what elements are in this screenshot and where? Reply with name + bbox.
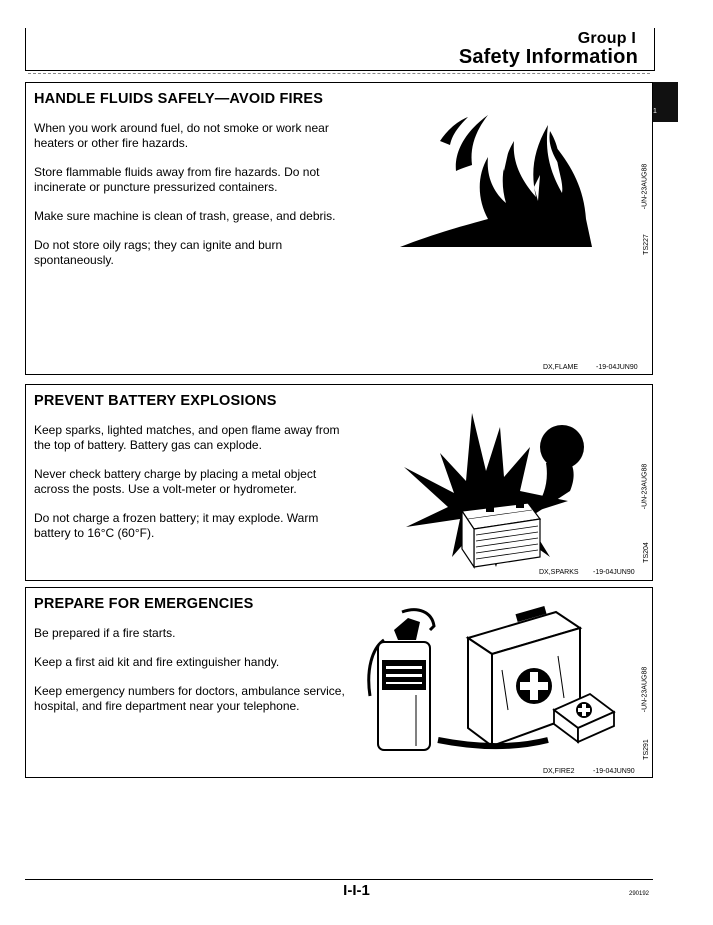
paragraph: Be prepared if a fire starts. <box>34 626 176 640</box>
section-fluids-safely <box>25 82 653 375</box>
header-frame <box>25 28 655 71</box>
page-number: I-I-1 <box>343 882 370 899</box>
footer-rule <box>25 879 653 880</box>
paragraph: When you work around fuel, do not smoke or work near heaters or other fire hazards. <box>34 121 329 150</box>
flame-illustration <box>396 101 596 251</box>
section-title: HANDLE FLUIDS SAFELY—AVOID FIRES <box>34 91 324 107</box>
battery-explosion-illustration <box>400 407 610 572</box>
paragraph: Do not store oily rags; they can ignite and burn spontaneously. <box>34 238 283 267</box>
image-code: TS204 <box>642 542 650 563</box>
doc-code: 290192 <box>629 891 650 897</box>
header-divider <box>28 73 650 74</box>
paragraph: Keep sparks, lighted matches, and open flame away from the top of battery. Battery gas can explode. <box>34 423 340 452</box>
image-date: -UN-23AUG88 <box>641 666 649 713</box>
image-date: -UN-23AUG88 <box>641 463 649 510</box>
image-code: TS291 <box>642 739 650 760</box>
section-title: PREPARE FOR EMERGENCIES <box>34 596 254 612</box>
footer-date: -19-04JUN90 <box>596 364 638 371</box>
image-code: TS227 <box>642 234 650 255</box>
tab-marker-label: 1 <box>653 108 657 115</box>
paragraph: Never check battery charge by placing a metal object across the posts. Use a volt-meter or hydrometer. <box>34 467 317 496</box>
paragraph: Keep emergency numbers for doctors, ambulance service, hospital, and fire department near your telephone. <box>34 684 345 713</box>
section-body <box>34 626 354 728</box>
page-title: Safety Information <box>458 46 638 68</box>
section-tab-marker <box>653 82 678 122</box>
paragraph: Keep a first aid kit and fire extinguisher handy. <box>34 655 280 669</box>
section-battery-explosions <box>25 384 653 581</box>
section-body <box>34 423 354 555</box>
footer-code: DX,FIRE2 <box>543 768 575 775</box>
paragraph: Make sure machine is clean of trash, grease, and debris. <box>34 209 336 223</box>
section-emergencies <box>25 587 653 778</box>
paragraph: Store flammable fluids away from fire hazards. Do not incinerate or puncture pressurized containers. <box>34 165 320 194</box>
footer-date: -19-04JUN90 <box>593 768 635 775</box>
section-title: PREVENT BATTERY EXPLOSIONS <box>34 393 277 409</box>
footer-code: DX,FLAME <box>543 364 579 371</box>
section-body <box>34 121 354 282</box>
footer-date: -19-04JUN90 <box>593 569 635 576</box>
first-aid-extinguisher-illustration <box>358 600 618 760</box>
group-label: Group I <box>577 30 636 47</box>
paragraph: Do not charge a frozen battery; it may explode. Warm battery to 16°C (60°F). <box>34 511 319 540</box>
image-date: -UN-23AUG88 <box>641 163 649 210</box>
footer-code: DX,SPARKS <box>539 569 579 576</box>
